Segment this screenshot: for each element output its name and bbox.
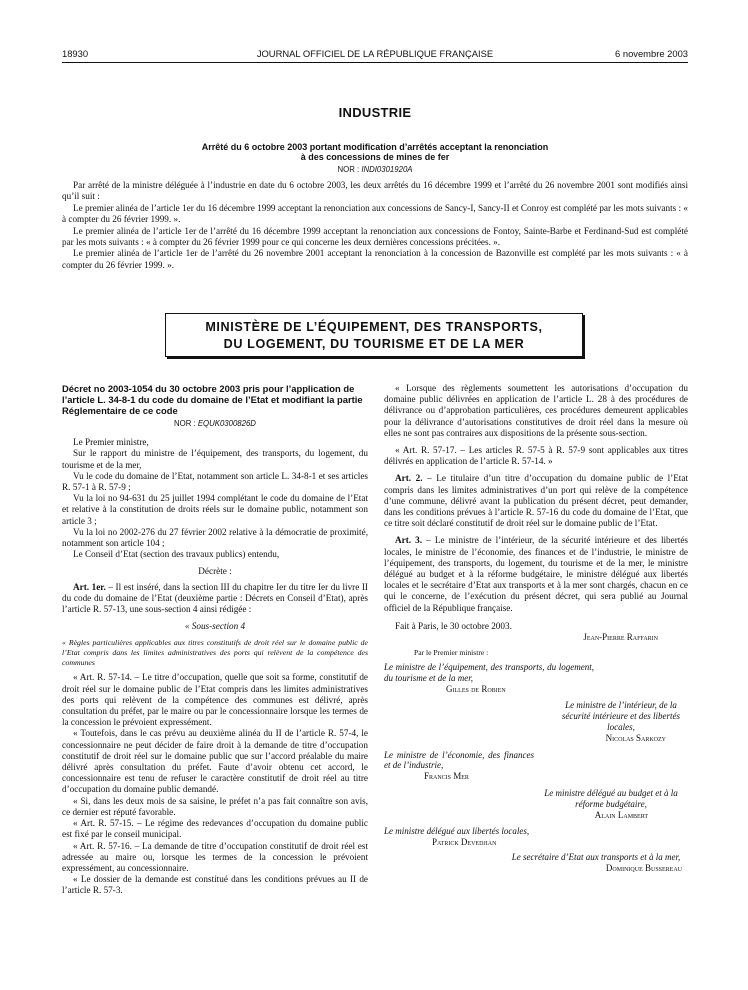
signatory-title-libertes: Le ministre délégué aux libertés locales,: [384, 826, 530, 837]
nor-label: NOR :: [337, 165, 362, 174]
signatory-name-budget: Alain Lambert: [594, 809, 648, 820]
arrete-title-line1: Arrêté du 6 octobre 2003 portant modification d’arrêtés acceptant la renonciation: [201, 142, 549, 152]
article-paragraph: « Art. R. 57-14. – Le titre d’occupation, quelle que soit sa forme, constitutif de droit réel sur le domaine public de l’Etat compris dans les limites administratives des ports qui relèvent de la compétence des communes est délivré, après consultation du préfet, par le maire ou par le concessionnaire lorsque les termes de la concession le prévoient expressément.: [62, 672, 368, 728]
decret-left-column: [62, 383, 368, 897]
signatory-title-transports: Le secrétaire d’Etat aux transports et à la mer,: [511, 852, 681, 863]
signatory-name-equipement: Gilles de Robien: [446, 683, 506, 694]
preamble-line: Sur le rapport du ministre de l’équipement, des transports, du logement, du tourisme et de la mer,: [62, 448, 368, 470]
fait-a-paris: Fait à Paris, le 30 octobre 2003.: [395, 620, 512, 631]
signatory-title-budget: Le ministre délégué au budget et à la réforme budgétaire,: [544, 788, 678, 809]
header-rule: [62, 62, 688, 63]
article-paragraph: « Toutefois, dans le cas prévu au deuxième alinéa du II de l’article R. 57-4, le concessionnaire ne peut décider de faire droit à la demande de titre d’occupation constitutif de droit réel sur le domaine public que sur l’accord préalable du maire délivré après consultation du préfet. Faute d’avoir obtenu cet accord, le concessionnaire est tenu de refuser le caractère constitutif de droit réel au titre d’occupation du domaine public demandé.: [62, 728, 368, 795]
signatory-title-interieur: Le ministre de l’intérieur, de la sécurité intérieure et des libertés locales,: [561, 700, 681, 733]
signatory-title-economie: Le ministre de l’économie, des finances et de l’industrie,: [384, 749, 534, 771]
journal-title: JOURNAL OFFICIEL DE LA RÉPUBLIQUE FRANÇAISE: [256, 48, 494, 59]
preamble-line: Vu la loi no 94-631 du 25 juillet 1994 complétant le code du domaine de l’Etat et relative à la constitution de droits réels sur le domaine public, notamment son article 3 ;: [62, 493, 368, 526]
arrete-title: [62, 142, 688, 162]
decret-nor: [62, 418, 368, 429]
prime-minister-name: Jean-Pierre Raffarin: [583, 632, 658, 643]
section-title-industrie: INDUSTRIE: [338, 105, 412, 120]
nor-code: EQUK0300826D: [197, 419, 256, 428]
signatory-name-libertes: Patrick Devedjian: [432, 837, 497, 848]
signatory-name-interieur: Nicolas Sarkozy: [605, 732, 666, 743]
arrete-paragraph: Le premier alinéa de l’article 1er de l’arrêté du 26 novembre 2001 acceptant la renonciation à la concession de Bazonville est complété par les mots suivants : « à compter du 26 février 1999. ».: [62, 248, 688, 270]
ministry-line2: DU LOGEMENT, DU TOURISME ET DE LA MER: [223, 337, 525, 351]
decrete-label: Décrète :: [198, 566, 232, 577]
signatory-name-economie: Francis Mer: [424, 771, 469, 782]
article-2: [384, 473, 688, 529]
par-le-premier-ministre: Par le Premier ministre :: [414, 647, 489, 657]
nor-label: NOR :: [174, 419, 198, 428]
article-2-lead: Art. 2.: [395, 473, 423, 484]
article-paragraph: « Le dossier de la demande est constitué dans les conditions prévues au II de l’article R. 57-3.: [62, 874, 368, 896]
preamble-line: Vu le code du domaine de l’Etat, notamment son article L. 34-8-1 et ses articles R. 57-1 à R. 57-9 ;: [62, 470, 368, 493]
preamble-line: Le Conseil d’Etat (section des travaux publics) entendu,: [73, 549, 280, 560]
subsection-rules-title: « Règles particulières applicables aux titres constitutifs de droit réel sur le domaine public de l’Etat compris dans les limites administratives des ports qui relèvent de la compétence des communes: [62, 638, 368, 668]
article-2-text: – Le titulaire d’un titre d’occupation du domaine public de l’Etat compris dans les limites administratives d’un port qui relève de la compétence d’une commune, délivré avant la publication du présent décret, peut demander, dans les conditions prévues à l’article R. 57-16 du code du domaine de l’Etat, que ce titre soit déclaré constitutif de droit réel sur le domaine public de l’Etat.: [384, 473, 688, 529]
article-1: [62, 582, 368, 616]
arrete-body: [62, 180, 688, 271]
article-3-lead: Art. 3.: [395, 535, 423, 546]
article-1-lead: Art. 1er.: [73, 581, 106, 592]
nor-code: INDI0301920A: [361, 165, 413, 174]
arrete-paragraph: Par arrêté de la ministre déléguée à l’industrie en date du 6 octobre 2003, les deux arrêtés du 16 décembre 1999 et l’arrêté du 26 novembre 2001 sont modifiés ainsi qu’il suit :: [62, 180, 688, 202]
article-3: [384, 535, 688, 613]
decret-title: Décret no 2003-1054 du 30 octobre 2003 pris pour l’application de l’article L. 34-8-1 du code du domaine de l’Etat et modifiant la partie Réglementaire de ce code: [62, 383, 363, 416]
subsection-heading: « Sous-section 4: [184, 621, 246, 632]
signatory-title-equipement: Le ministre de l’équipement, des transports, du logement, du tourisme et de la mer,: [384, 662, 594, 683]
article-paragraph: « Art. R. 57-15. – Le régime des redevances d’occupation du domaine public est fixé par le conseil municipal.: [62, 818, 368, 840]
page-number: 18930: [62, 48, 89, 59]
arrete-paragraph: Le premier alinéa de l’article 1er du 16 décembre 1999 acceptant la renonciation aux concessions de Sancy-I, Sancy-II et Conroy est complété par les mots suivants : « à compter du 26 février 1999. ».: [62, 202, 688, 225]
arrete-title-line2: à des concessions de mines de fer: [300, 152, 450, 162]
preamble-line: Vu la loi no 2002-276 du 27 février 2002 relative à la démocratie de proximité, notamment son article 104 ;: [62, 526, 368, 549]
article-paragraph: « Lorsque des règlements soumettent les autorisations d’occupation du domaine public délivrées en application de l’article L. 28 à des procédures de délivrance ou d’approbation particulières, ces procédures demeurent applicables pour la délivrance d’autorisations constitutives de droit réel dans la mesure où elles ne sont pas contraires aux dispositions de la présente sous-section.: [384, 383, 688, 438]
signatory-name-transports: Dominique Bussereau: [605, 862, 682, 873]
article-3-text: – Le ministre de l’intérieur, de la sécurité intérieure et des libertés locales, le ministre de l’économie, des finances et de l’industrie, le ministre de l’équipement, des transports, du logement, du tourisme et de la mer, le ministre délégué au budget et à la réforme budgétaire, le ministre délégué aux libertés locales et le secrétaire d’Etat aux transports et à la mer sont chargés, chacun en ce qui le concerne, de l’exécution du présent décret, qui sera publié au Journal officiel de la République française.: [384, 535, 688, 613]
article-paragraph: « Art. R. 57-17. – Les articles R. 57-5 à R. 57-9 sont applicables aux titres délivrés en application de l’article R. 57-14. »: [384, 445, 688, 467]
ministry-line1: MINISTÈRE DE L’ÉQUIPEMENT, DES TRANSPORTS,: [205, 320, 543, 334]
publication-date: 6 novembre 2003: [615, 48, 688, 59]
article-paragraph: « Si, dans les deux mois de sa saisine, le préfet n’a pas fait connaître son avis, ce dernier est réputé favorable.: [62, 795, 368, 817]
ministry-banner: [165, 313, 583, 357]
arrete-paragraph: Le premier alinéa de l’article 1er de l’arrêté du 16 décembre 1999 acceptant la renonciation aux concessions de Fontoy, Sainte-Barbe et Ferdinand-Sud est complété par les mots suivants : « à compter du 26 février 1999 pour ce qui concerne les deux dernières concessions précitées. ».: [62, 225, 688, 248]
decret-right-column: [384, 383, 688, 874]
preamble-line: Le Premier ministre,: [73, 437, 149, 448]
article-paragraph: « Art. R. 57-16. – La demande de titre d’occupation constitutif de droit réel est adressée au maire ou, lorsque les termes de la concession le prévoient expressément, au concessionnaire.: [62, 840, 368, 873]
arrete-nor: [62, 165, 688, 174]
article-1-text: – Il est inséré, dans la section III du chapitre Ier du titre Ier du livre II du code du domaine de l’Etat (deuxième partie : Décrets en Conseil d’Etat), après l’article R. 57-13, une sous-section 4 ainsi rédigée :: [62, 581, 368, 615]
